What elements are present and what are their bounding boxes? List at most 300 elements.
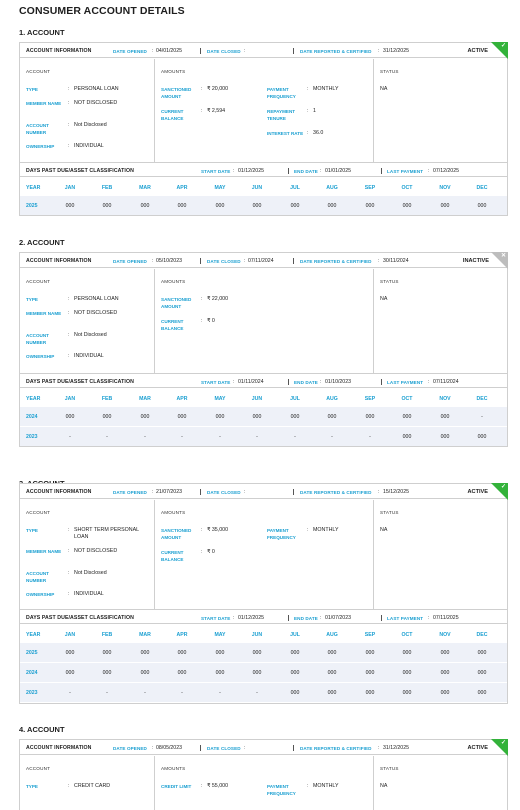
dpd-cell: 000 [65, 670, 75, 676]
account-info-bar [20, 484, 507, 499]
current-balance-label: CURRENT BALANCE [161, 319, 184, 331]
status-badge: ACTIVE [467, 48, 488, 54]
status-section-label: STATUS [380, 766, 399, 771]
colon: : [428, 615, 430, 621]
colon: : [68, 100, 70, 106]
month-header: AUG [326, 185, 338, 191]
dpd-cell: - [294, 434, 296, 440]
dpd-cell: 000 [102, 203, 112, 209]
date-opened-label: DATE OPENED [113, 49, 147, 54]
date-reported-value: 30/11/2024 [383, 258, 409, 264]
colon: : [68, 122, 70, 128]
dpd-cell: - [181, 690, 183, 696]
month-header: OCT [401, 396, 413, 402]
dpd-cell: 000 [477, 203, 487, 209]
panel-divider [154, 59, 155, 162]
status-badge: ACTIVE [467, 745, 488, 751]
account-number-value: Not Disclosed [74, 570, 107, 576]
divider [381, 379, 382, 385]
amounts-section-label: AMOUNTS [161, 69, 186, 74]
divider [381, 615, 382, 621]
dpd-cell: 000 [327, 690, 337, 696]
dpd-cell: - [106, 690, 108, 696]
colon: : [152, 745, 154, 751]
dpd-cell: - [481, 414, 483, 420]
last-payment-label: LAST PAYMENT [387, 380, 424, 385]
type-label: TYPE [26, 87, 38, 92]
month-header: FEB [101, 396, 113, 402]
dpd-cell: 000 [290, 690, 300, 696]
sanctioned-amount-label: SANCTIONED AMOUNT [161, 87, 192, 99]
status-value: NA [380, 783, 388, 789]
end-date-label: END DATE [294, 380, 318, 385]
colon: : [201, 549, 203, 555]
colon: : [378, 258, 380, 264]
colon: : [320, 615, 322, 621]
dpd-cell: 000 [177, 414, 187, 420]
dpd-cell: 000 [215, 650, 225, 656]
divider [288, 615, 289, 621]
month-header: JAN [64, 185, 76, 191]
dpd-cell: 000 [402, 650, 412, 656]
month-header: APR [176, 185, 188, 191]
month-header: DEC [476, 185, 488, 191]
dpd-cell: - [219, 690, 221, 696]
dpd-cell: 000 [177, 670, 187, 676]
colon: : [233, 168, 235, 174]
dpd-cell: 000 [365, 650, 375, 656]
check-icon: ✓ [500, 484, 506, 490]
account-card [19, 483, 508, 704]
last-payment-value: 07/11/2025 [433, 615, 459, 621]
dpd-header-bar [20, 373, 507, 388]
dpd-cell: - [369, 434, 371, 440]
panel-divider [373, 500, 374, 609]
colon: : [68, 332, 70, 338]
payment-frequency-value: MONTHLY [313, 86, 339, 92]
dpd-cell: 000 [252, 670, 262, 676]
account-heading: 4. ACCOUNT [19, 725, 65, 734]
month-header: SEP [364, 632, 376, 638]
status-badge: ACTIVE [467, 489, 488, 495]
payment-frequency-label: PAYMENT FREQUENCY [267, 784, 296, 796]
colon: : [307, 108, 309, 114]
colon: : [307, 130, 309, 136]
payment-frequency-label: PAYMENT FREQUENCY [267, 528, 296, 540]
dpd-cell: 000 [327, 670, 337, 676]
colon: : [152, 489, 154, 495]
check-icon: ✓ [500, 740, 506, 746]
payment-frequency-value: MONTHLY [313, 783, 339, 789]
end-date-label: END DATE [294, 169, 318, 174]
member-name-label: MEMBER NAME [26, 311, 62, 316]
dpd-year: 2023 [26, 434, 38, 440]
colon: : [68, 86, 70, 92]
account-info-title: ACCOUNT INFORMATION [26, 489, 92, 495]
dpd-cell: 000 [402, 670, 412, 676]
current-balance-value: ₹ 0 [207, 318, 215, 324]
colon: : [68, 310, 70, 316]
sanctioned-amount-value: ₹ 22,000 [207, 296, 229, 302]
month-header: NOV [439, 632, 451, 638]
month-header: AUG [326, 632, 338, 638]
dpd-cell: 000 [65, 203, 75, 209]
panel-divider [373, 269, 374, 373]
payment-frequency-label: PAYMENT FREQUENCY [267, 87, 296, 99]
start-date-label: START DATE [201, 380, 231, 385]
colon: : [201, 108, 203, 114]
colon: : [307, 783, 309, 789]
dpd-cell: 000 [402, 690, 412, 696]
year-header: YEAR [26, 396, 41, 402]
colon: : [68, 296, 70, 302]
ownership-label: OWNERSHIP [26, 144, 55, 149]
dpd-cell: 000 [252, 203, 262, 209]
dpd-year: 2025 [26, 203, 38, 209]
divider [293, 48, 294, 54]
status-section-label: STATUS [380, 69, 399, 74]
account-number-value: Not Disclosed [74, 332, 107, 338]
dpd-cell: 000 [440, 203, 450, 209]
colon: : [428, 168, 430, 174]
dpd-cell: - [331, 434, 333, 440]
colon: : [307, 86, 309, 92]
date-closed-label: DATE CLOSED [207, 746, 241, 751]
last-payment-label: LAST PAYMENT [387, 616, 424, 621]
date-reported-label: DATE REPORTED & CERTIFIED [300, 746, 372, 751]
colon: : [201, 296, 203, 302]
ownership-value: INDIVIDUAL [74, 353, 104, 359]
month-header: JUL [290, 185, 300, 191]
dpd-cell: 000 [440, 650, 450, 656]
status-section-label: STATUS [380, 510, 399, 515]
colon: : [378, 489, 380, 495]
date-reported-value: 15/12/2025 [383, 489, 409, 495]
end-date-value: 01/10/2023 [325, 379, 351, 385]
start-date-value: 01/11/2024 [238, 379, 264, 385]
divider [200, 489, 201, 495]
account-info-title: ACCOUNT INFORMATION [26, 258, 92, 264]
member-name-value: NOT DISCLOSED [74, 548, 118, 554]
start-date-value: 01/12/2025 [238, 615, 264, 621]
dpd-year: 2023 [26, 690, 38, 696]
colon: : [68, 548, 70, 554]
colon: : [152, 258, 154, 264]
colon: : [320, 379, 322, 385]
repayment-tenure-label: REPAYMENT TENURE [267, 109, 296, 121]
date-reported-label: DATE REPORTED & CERTIFIED [300, 259, 372, 264]
sanctioned-amount-label: SANCTIONED AMOUNT [161, 528, 192, 540]
close-icon: ✕ [500, 253, 506, 259]
dpd-cell: 000 [65, 414, 75, 420]
divider [200, 258, 201, 264]
date-reported-value: 31/12/2025 [383, 745, 409, 751]
dpd-header-bar [20, 162, 507, 177]
month-header: DEC [476, 396, 488, 402]
member-name-label: MEMBER NAME [26, 549, 62, 554]
dpd-cell: - [219, 434, 221, 440]
dpd-grid-header [20, 390, 507, 408]
interest-rate-value: 36.0 [313, 130, 324, 136]
divider [293, 258, 294, 264]
sanctioned-amount-value: ₹ 20,000 [207, 86, 229, 92]
colon: : [378, 745, 380, 751]
divider [381, 168, 382, 174]
dpd-cell: - [69, 434, 71, 440]
month-header: MAY [214, 632, 226, 638]
divider [288, 379, 289, 385]
month-header: DEC [476, 632, 488, 638]
date-reported-value: 31/12/2025 [383, 48, 409, 54]
account-info-title: ACCOUNT INFORMATION [26, 745, 92, 751]
dpd-row [20, 663, 507, 682]
account-heading: 1. ACCOUNT [19, 28, 65, 37]
current-balance-value: ₹ 0 [207, 549, 215, 555]
month-header: JAN [64, 632, 76, 638]
type-label: TYPE [26, 297, 38, 302]
colon: : [201, 527, 203, 533]
account-number-label: ACCOUNT NUMBER [26, 333, 49, 345]
month-header: SEP [364, 396, 376, 402]
dpd-row [20, 643, 507, 662]
date-opened-value: 21/07/2023 [156, 489, 182, 495]
credit-limit-value: ₹ 55,000 [207, 783, 229, 789]
year-header: YEAR [26, 632, 41, 638]
last-payment-label: LAST PAYMENT [387, 169, 424, 174]
date-opened-label: DATE OPENED [113, 490, 147, 495]
dpd-year: 2024 [26, 414, 38, 420]
ownership-label: OWNERSHIP [26, 592, 55, 597]
month-header: MAY [214, 396, 226, 402]
dpd-cell: 000 [365, 670, 375, 676]
type-value: CREDIT CARD [74, 783, 111, 789]
month-header: FEB [101, 632, 113, 638]
check-icon: ✓ [500, 43, 506, 49]
date-reported-label: DATE REPORTED & CERTIFIED [300, 490, 372, 495]
month-header: JAN [64, 396, 76, 402]
type-value: PERSONAL LOAN [74, 86, 119, 92]
dpd-year: 2025 [26, 650, 38, 656]
dpd-grid-header [20, 179, 507, 197]
dpd-cell: 000 [140, 203, 150, 209]
start-date-label: START DATE [201, 616, 231, 621]
dpd-cell: 000 [215, 203, 225, 209]
last-payment-value: 07/11/2024 [433, 379, 459, 385]
colon: : [68, 143, 70, 149]
amounts-section-label: AMOUNTS [161, 279, 186, 284]
dpd-cell: 000 [140, 650, 150, 656]
month-header: JUN [251, 632, 263, 638]
dpd-cell: 000 [140, 670, 150, 676]
month-header: APR [176, 396, 188, 402]
current-balance-label: CURRENT BALANCE [161, 550, 184, 562]
dpd-cell: 000 [477, 650, 487, 656]
colon: : [201, 86, 203, 92]
month-header: JUN [251, 185, 263, 191]
month-header: MAY [214, 185, 226, 191]
colon: : [320, 168, 322, 174]
account-card [19, 42, 508, 216]
type-label: TYPE [26, 528, 38, 533]
repayment-tenure-value: 1 [313, 108, 316, 114]
dpd-cell: 000 [440, 690, 450, 696]
date-opened-value: 08/05/2023 [156, 745, 182, 751]
dpd-cell: - [69, 690, 71, 696]
month-header: OCT [401, 185, 413, 191]
dpd-title: DAYS PAST DUE/ASSET CLASSIFICATION [26, 168, 134, 174]
divider [288, 168, 289, 174]
dpd-cell: - [256, 434, 258, 440]
panel-divider [154, 269, 155, 373]
colon: : [68, 570, 70, 576]
date-closed-label: DATE CLOSED [207, 490, 241, 495]
account-info-bar [20, 43, 507, 58]
date-opened-label: DATE OPENED [113, 259, 147, 264]
status-value: NA [380, 527, 388, 533]
account-info-bar [20, 740, 507, 755]
account-section-label: ACCOUNT [26, 69, 51, 74]
current-balance-label: CURRENT BALANCE [161, 109, 184, 121]
month-header: MAR [139, 396, 151, 402]
colon: : [378, 48, 380, 54]
dpd-cell: 000 [440, 670, 450, 676]
type-value: SHORT TERM PERSONAL LOAN [74, 527, 139, 540]
colon: : [152, 48, 154, 54]
dpd-cell: 000 [402, 434, 412, 440]
dpd-cell: 000 [327, 650, 337, 656]
month-header: NOV [439, 396, 451, 402]
dpd-cell: 000 [290, 414, 300, 420]
colon: : [307, 527, 309, 533]
account-section-label: ACCOUNT [26, 279, 51, 284]
account-heading: 2. ACCOUNT [19, 238, 65, 247]
account-info-bar [20, 253, 507, 268]
account-number-value: Not Disclosed [74, 122, 107, 128]
start-date-value: 01/12/2025 [238, 168, 264, 174]
dpd-cell: 000 [252, 414, 262, 420]
colon: : [244, 48, 246, 54]
member-name-label: MEMBER NAME [26, 101, 62, 106]
end-date-value: 01/01/2025 [325, 168, 351, 174]
status-section-label: STATUS [380, 279, 399, 284]
panel-divider [154, 500, 155, 609]
panel-divider [154, 756, 155, 810]
dpd-cell: - [144, 690, 146, 696]
dpd-row [20, 683, 507, 702]
dpd-cell: 000 [177, 203, 187, 209]
sanctioned-amount-value: ₹ 35,000 [207, 527, 229, 533]
dpd-cell: 000 [327, 414, 337, 420]
dpd-cell: - [144, 434, 146, 440]
colon: : [68, 591, 70, 597]
divider [293, 745, 294, 751]
dpd-cell: 000 [102, 670, 112, 676]
colon: : [428, 379, 430, 385]
amounts-section-label: AMOUNTS [161, 510, 186, 515]
account-section-label: ACCOUNT [26, 766, 51, 771]
dpd-cell: 000 [365, 203, 375, 209]
month-header: SEP [364, 185, 376, 191]
month-header: JUL [290, 632, 300, 638]
divider [200, 745, 201, 751]
month-header: APR [176, 632, 188, 638]
ownership-value: INDIVIDUAL [74, 143, 104, 149]
month-header: OCT [401, 632, 413, 638]
dpd-cell: 000 [440, 434, 450, 440]
status-value: NA [380, 296, 388, 302]
ownership-value: INDIVIDUAL [74, 591, 104, 597]
colon: : [244, 745, 246, 751]
dpd-cell: 000 [477, 434, 487, 440]
dpd-cell: 000 [290, 650, 300, 656]
colon: : [201, 783, 203, 789]
status-value: NA [380, 86, 388, 92]
dpd-cell: 000 [140, 414, 150, 420]
divider [293, 489, 294, 495]
end-date-label: END DATE [294, 616, 318, 621]
dpd-cell: 000 [215, 414, 225, 420]
dpd-cell: 000 [440, 414, 450, 420]
dpd-cell: 000 [177, 650, 187, 656]
current-balance-value: ₹ 2,594 [207, 108, 226, 114]
date-closed-label: DATE CLOSED [207, 49, 241, 54]
ownership-label: OWNERSHIP [26, 354, 55, 359]
colon: : [68, 353, 70, 359]
dpd-cell: 000 [65, 650, 75, 656]
colon: : [201, 318, 203, 324]
colon: : [233, 615, 235, 621]
member-name-value: NOT DISCLOSED [74, 310, 118, 316]
last-payment-value: 07/12/2025 [433, 168, 459, 174]
date-opened-value: 05/10/2023 [156, 258, 182, 264]
dpd-row [20, 407, 507, 426]
dpd-cell: 000 [402, 203, 412, 209]
colon: : [68, 527, 70, 533]
dpd-cell: 000 [402, 414, 412, 420]
account-number-label: ACCOUNT NUMBER [26, 571, 49, 583]
dpd-row [20, 427, 507, 446]
dpd-cell: 000 [365, 690, 375, 696]
sanctioned-amount-label: SANCTIONED AMOUNT [161, 297, 192, 309]
colon: : [244, 489, 246, 495]
credit-limit-label: CREDIT LIMIT [161, 784, 192, 789]
divider [200, 48, 201, 54]
account-card [19, 252, 508, 447]
colon: : [68, 783, 70, 789]
dpd-cell: - [256, 690, 258, 696]
date-opened-value: 04/01/2025 [156, 48, 182, 54]
dpd-header-bar [20, 609, 507, 624]
payment-frequency-value: MONTHLY [313, 527, 339, 533]
dpd-cell: 000 [477, 670, 487, 676]
dpd-cell: 000 [102, 650, 112, 656]
year-header: YEAR [26, 185, 41, 191]
account-card [19, 739, 508, 810]
dpd-cell: 000 [252, 650, 262, 656]
start-date-label: START DATE [201, 169, 231, 174]
end-date-value: 01/07/2023 [325, 615, 351, 621]
dpd-cell: 000 [102, 414, 112, 420]
date-reported-label: DATE REPORTED & CERTIFIED [300, 49, 372, 54]
month-header: AUG [326, 396, 338, 402]
dpd-cell: 000 [477, 690, 487, 696]
month-header: FEB [101, 185, 113, 191]
amounts-section-label: AMOUNTS [161, 766, 186, 771]
month-header: NOV [439, 185, 451, 191]
dpd-row [20, 196, 507, 215]
date-opened-label: DATE OPENED [113, 746, 147, 751]
date-closed-value: 07/11/2024 [248, 258, 274, 264]
